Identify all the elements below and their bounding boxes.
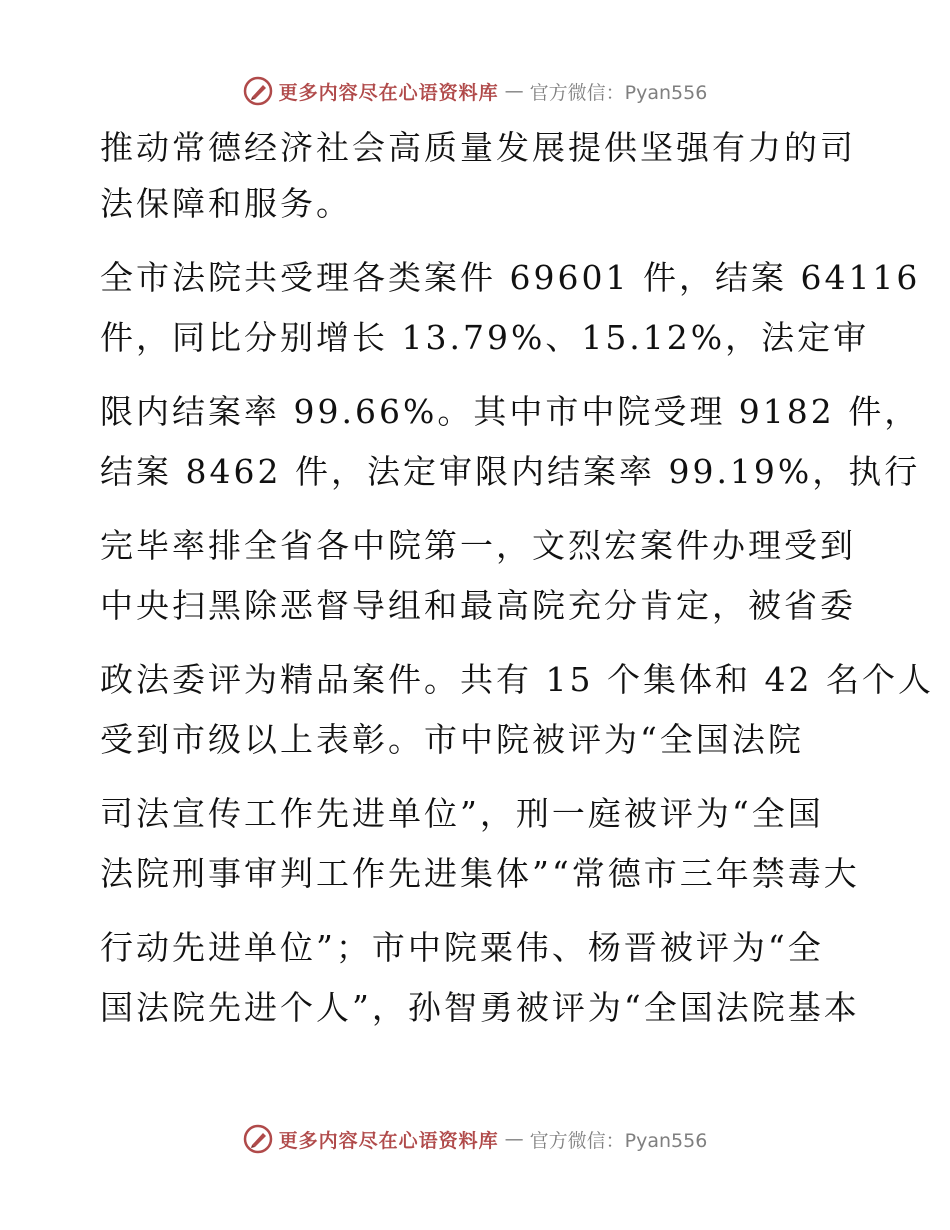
header-watermark: [0, 76, 950, 106]
watermark-separator: —: [504, 80, 524, 102]
watermark-account: 官方微信：Pyan556: [529, 81, 708, 104]
pen-logo-icon: [243, 76, 273, 106]
body-line-12: 法院刑事审判工作先进集体”“常德市三年禁毒大: [100, 854, 860, 893]
body-line-2: 法保障和服务。: [100, 184, 352, 223]
pen-logo-icon: [243, 1124, 273, 1154]
body-line-6: 结案 8462 件，法定审限内结案率 99.19%，执行: [100, 452, 921, 491]
body-line-4: 件，同比分别增长 13.79%、15.12%，法定审: [100, 318, 870, 357]
body-line-1: 推动常德经济社会高质量发展提供坚强有力的司: [100, 128, 856, 167]
footer-watermark: [0, 1124, 950, 1154]
body-line-8: 中央扫黑除恶督导组和最高院充分肯定，被省委: [100, 586, 856, 625]
body-line-9: 政法委评为精品案件。共有 15 个集体和 42 名个人: [100, 660, 934, 699]
watermark-brand: 更多内容尽在心语资料库: [278, 1129, 499, 1152]
body-line-11: 司法宣传工作先进单位”，刑一庭被评为“全国: [100, 794, 824, 833]
body-line-3: 全市法院共受理各类案件 69601 件，结案 64116: [100, 258, 921, 297]
body-line-10: 受到市级以上表彰。市中院被评为“全国法院: [100, 720, 804, 759]
watermark-account: 官方微信：Pyan556: [529, 1129, 708, 1152]
watermark-brand: 更多内容尽在心语资料库: [278, 81, 499, 104]
body-line-14: 国法院先进个人”，孙智勇被评为“全国法院基本: [100, 988, 860, 1027]
body-line-5: 限内结案率 99.66%。其中市中院受理 9182 件，: [100, 392, 921, 431]
body-line-13: 行动先进单位”；市中院粟伟、杨晋被评为“全: [100, 928, 824, 967]
watermark-separator: —: [504, 1128, 524, 1150]
body-line-7: 完毕率排全省各中院第一，文烈宏案件办理受到: [100, 526, 856, 565]
